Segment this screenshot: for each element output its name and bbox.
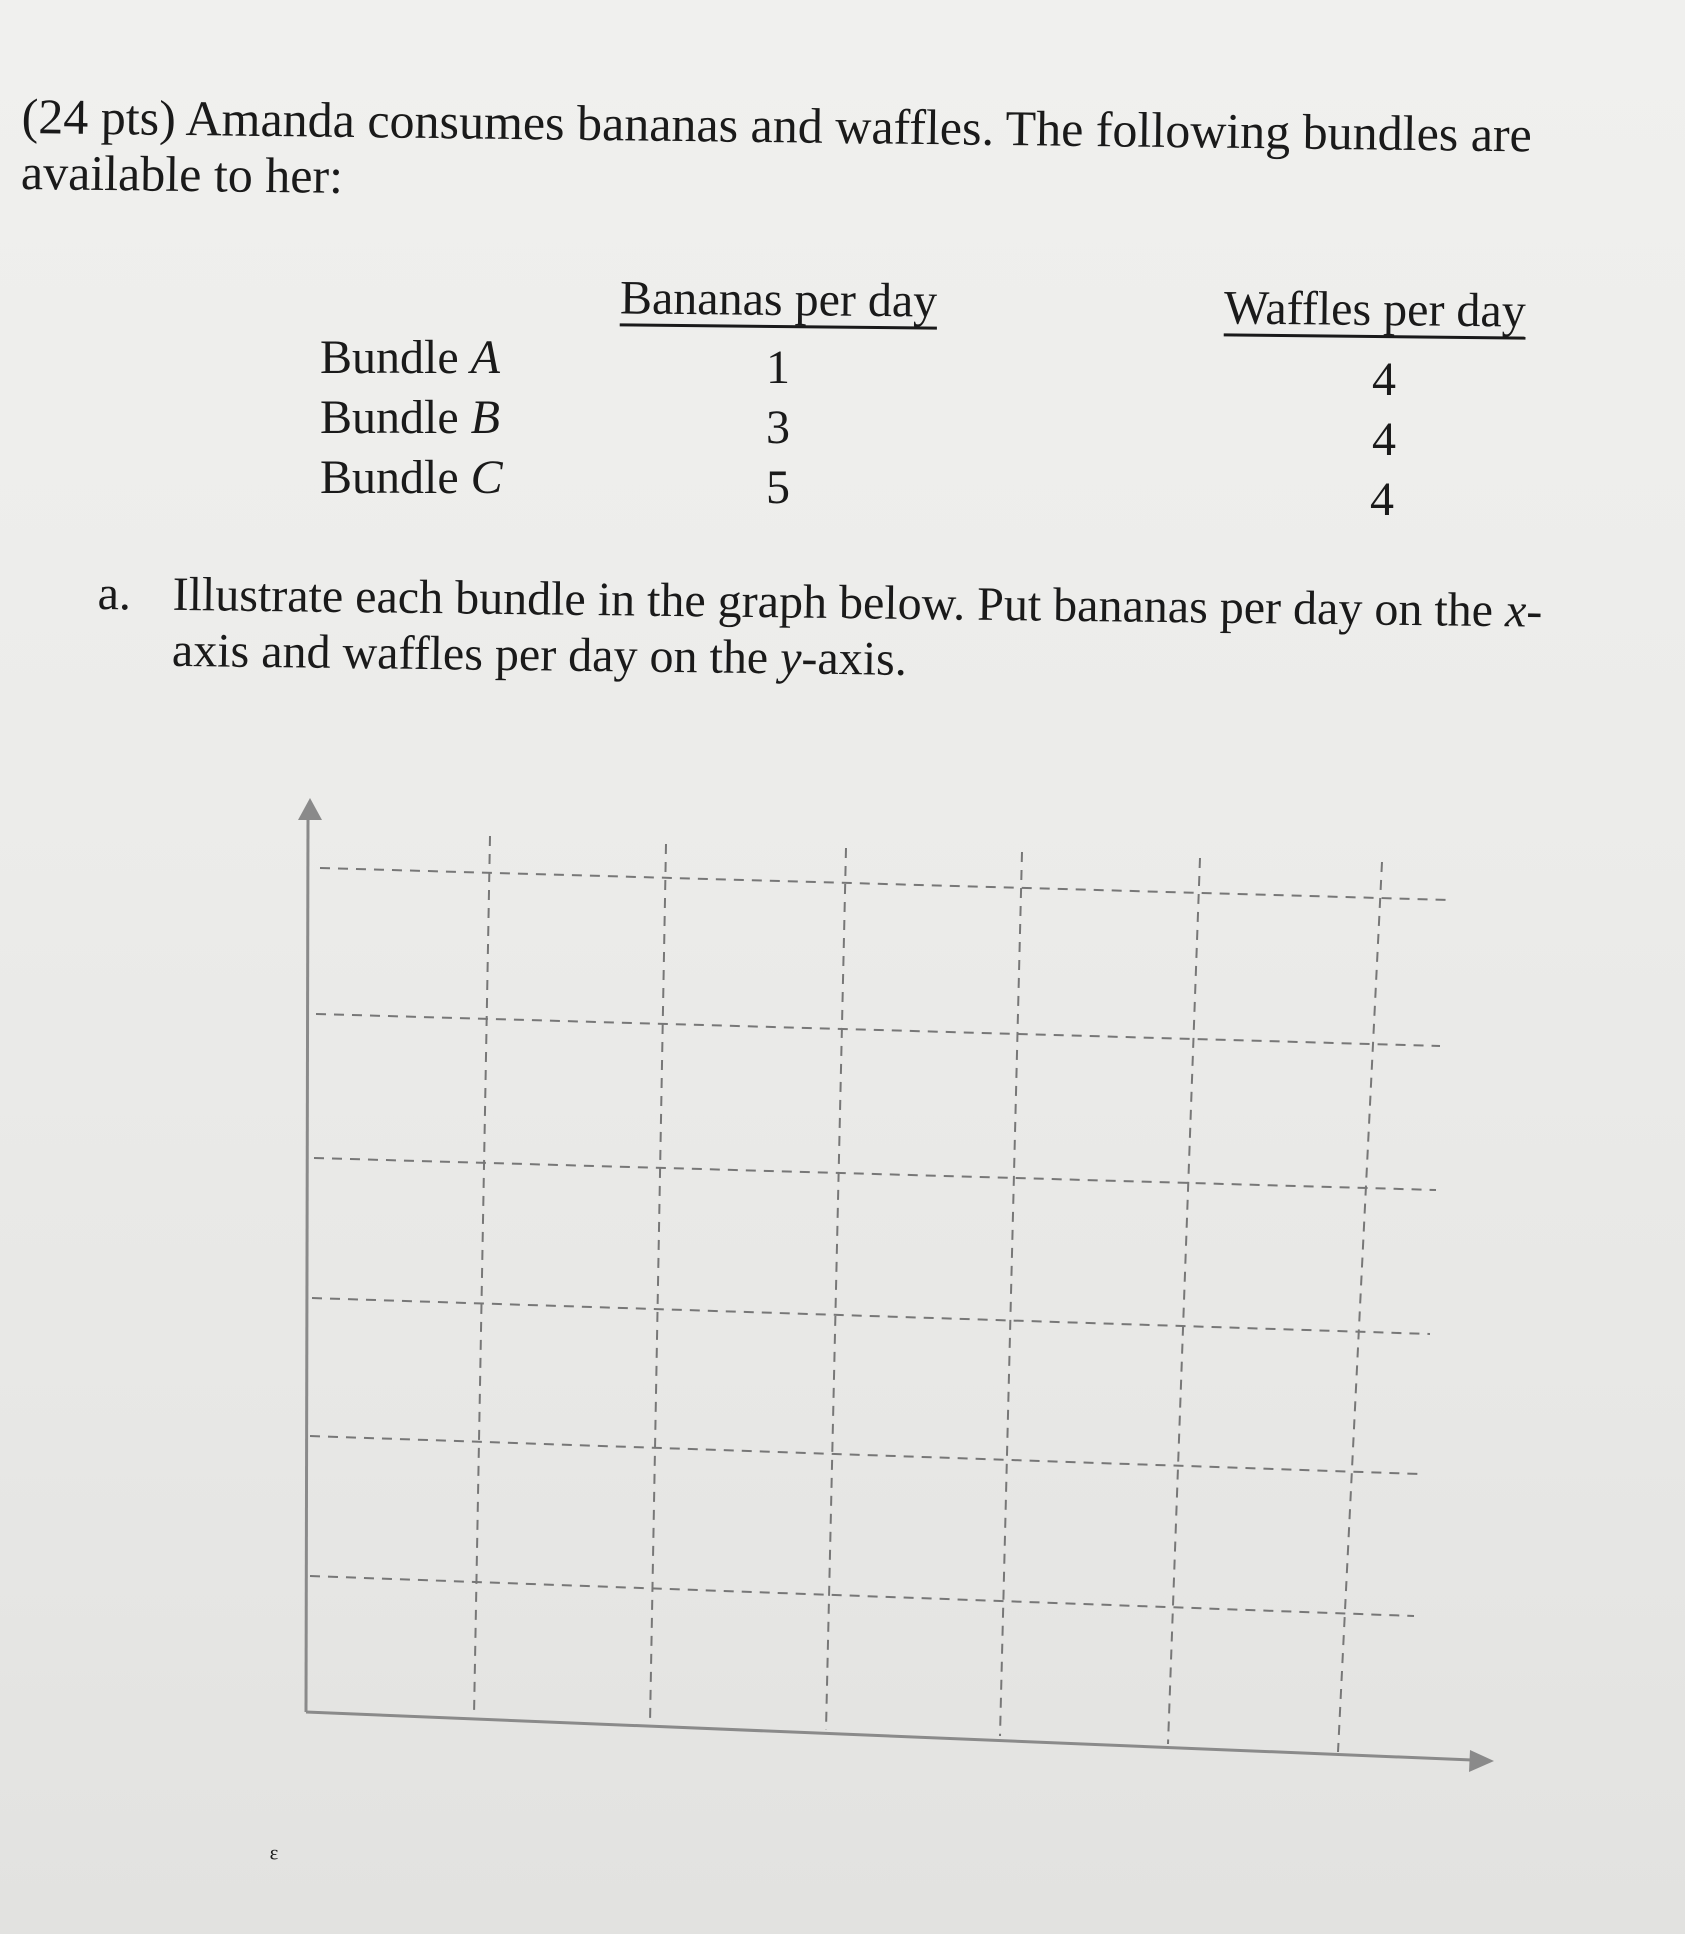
part-a-letter: a. (97, 566, 132, 621)
part-a-hyphen: - (1526, 584, 1543, 638)
y-variable: y (779, 631, 802, 685)
grid-vertical-line (1338, 862, 1382, 1752)
question-text: (24 pts) Amanda consumes bananas and waffles. The following bundles are available to her: (20, 88, 1533, 204)
bundle-b-waffles: 4 (1372, 413, 1396, 466)
bundle-c-prefix: Bundle (320, 451, 471, 504)
bundle-c-waffles: 4 (1370, 473, 1394, 526)
bundle-a-waffles: 4 (1372, 353, 1396, 406)
grid-vertical-line (826, 848, 846, 1730)
bundle-c-bananas: 5 (766, 461, 790, 514)
x-axis-arrow-icon (1469, 1750, 1494, 1772)
stray-pen-mark: ᵋ (270, 1840, 279, 1877)
y-axis-arrow-icon (298, 798, 322, 820)
y-axis (306, 818, 308, 1712)
part-a-line2: axis and waffles per day on the (171, 623, 781, 685)
bundle-c-letter: C (470, 451, 503, 504)
bundle-b-letter: B (470, 391, 500, 444)
x-axis (306, 1712, 1472, 1760)
grid-vertical-line (650, 844, 666, 1724)
grid-vertical-line (474, 836, 490, 1716)
grid-horizontal-line (310, 1436, 1420, 1474)
grid-lines (310, 836, 1450, 1752)
grid-vertical-line (1168, 858, 1200, 1744)
part-a-line2-end: -axis. (801, 631, 908, 686)
bundle-a-bananas: 1 (766, 341, 790, 394)
x-variable: x (1504, 584, 1527, 638)
grid-horizontal-line (314, 1158, 1436, 1190)
bundle-a-prefix: Bundle (320, 331, 471, 384)
bundle-b-prefix: Bundle (320, 391, 471, 444)
bananas-column-header: Bananas per day (619, 271, 938, 328)
grid-vertical-line (1000, 852, 1022, 1736)
grid-horizontal-line (312, 1298, 1430, 1334)
bundle-b-bananas: 3 (766, 401, 790, 454)
waffles-column-header: Waffles per day (1223, 281, 1527, 338)
grid-horizontal-line (316, 1014, 1440, 1046)
part-a-line1: Illustrate each bundle in the graph below. Put bananas per day on the (172, 567, 1506, 638)
bundle-a-letter: A (470, 331, 500, 384)
